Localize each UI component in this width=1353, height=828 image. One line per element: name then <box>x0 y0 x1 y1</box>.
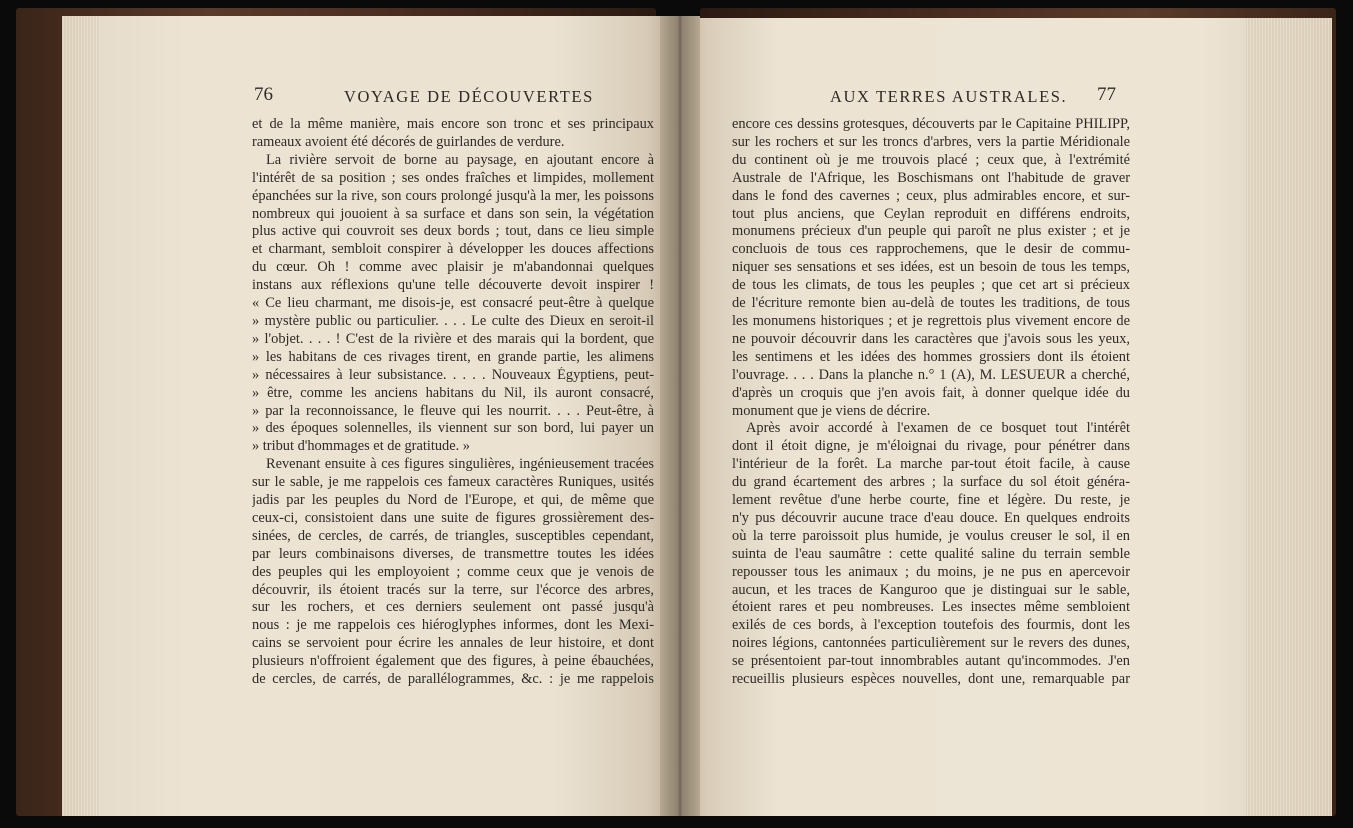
text-line: » mystère public ou particulier. . . . Le culte des Dieux en seroit-il <box>252 312 654 329</box>
text-line: » être, comme les anciens habitans du Nil, ils auront consacré, <box>252 384 654 401</box>
text-line: jadis par les peuples du Nord de l'Europe, et qui, de même que <box>252 492 654 509</box>
text-line: ceux-ci, consistoient dans une suite de figures grossièrement des- <box>252 509 654 526</box>
text-line: l'intérêt de sa position ; ses ondes fraîches et limpides, mollement <box>252 169 654 186</box>
text-line: » tribut d'hommages et de gratitude. » <box>252 438 471 455</box>
text-line: » par la reconnoissance, le fleuve qui les nourrit. . . . Peut-être, à <box>252 402 654 419</box>
text-line: du continent où je me trouvois placé ; ceux que, à l'extrémité <box>732 151 1130 168</box>
text-line: de l'écriture remonte bien au-delà de toutes les traditions, de tous <box>732 295 1130 312</box>
text-line: encore ces dessins grotesques, découverts par le Capitaine PHILIPP, <box>732 116 1130 132</box>
text-line: des peuples qui les employoient ; comme ceux que je venois de <box>252 563 654 580</box>
text-line: de tous les climats, de tous les peuples ; que cet art si précieux <box>732 277 1130 294</box>
text-line: dont il étoit digne, je m'éloignai du rivage, pour pénétrer dans <box>732 438 1130 455</box>
text-line: se présentoient par-tout innombrables autant qu'incommodes. J'en <box>732 653 1130 670</box>
text-line: » des époques solennelles, ils viennent sur son bord, lui payer un <box>252 420 654 437</box>
text-line: nombreux qui jouoient à sa surface et dans son sein, la végétation <box>252 205 654 222</box>
text-line: épanchées sur la rive, son cours prolongé jusqu'à la mer, les poissons <box>252 187 654 204</box>
text-line: sinées, de cercles, de carrés, de triangles, susceptibles cependant, <box>252 527 654 544</box>
text-line: découvrir, ils étoient tracés sur la terre, sur l'écorce des arbres, <box>252 581 654 598</box>
text-line: recueillis plusieurs espèces nouvelles, dont une, remarquable par <box>732 671 1130 688</box>
text-line: l'ouvrage. . . . Dans la planche n.° 1 (A), M. LESUEUR a cherché, <box>732 366 1130 383</box>
text-line: Revenant ensuite à ces figures singulières, ingénieusement tracées <box>266 456 654 473</box>
text-line: les sentimens et les idées des hommes grossiers dont ils étoient <box>732 348 1130 365</box>
text-line: niquer ses sensations et ses idées, est un besoin de tous les temps, <box>732 259 1130 276</box>
text-line: exilés de ces bords, à l'exception toutefois des fourmis, dont les <box>732 617 1130 634</box>
left-running-head: VOYAGE DE DÉCOUVERTES <box>344 87 594 106</box>
right-page-body <box>732 116 1130 689</box>
text-line: Australe de l'Afrique, les Boschismans ont l'habitude de graver <box>732 169 1130 186</box>
text-line: plus active qui couvroit ses deux bords ; tout, dans ce lieu simple <box>252 223 654 240</box>
text-line: de cercles, de carrés, de parallélogrammes, &c. : je me rappelois <box>252 671 654 688</box>
text-line: La rivière servoit de borne au paysage, en ajoutant encore à <box>266 151 654 168</box>
right-page-number: 77 <box>1097 84 1116 105</box>
text-line: aucun, et les traces de Kanguroo que je distinguai sur le sable, <box>732 581 1130 598</box>
text-line: d'après un croquis que j'en avois fait, à donner quelque idée du <box>732 384 1130 401</box>
text-line: sur les rochers, et ces derniers seulement ont passé jusqu'à <box>252 599 654 616</box>
text-line: où la terre paroissoit plus humide, je voulus creuser le sol, il en <box>732 527 1130 544</box>
text-line: nous : je me rappelois ces hiéroglyphes informes, dont les Mexi- <box>252 617 654 634</box>
text-line: plusieurs n'offroient également que des figures, à peine ébauchées, <box>252 653 654 670</box>
text-line: et de la même manière, mais encore son tronc et ses principaux <box>252 116 654 132</box>
text-line: lement revêtue d'une herbe courte, fine et légère. Du reste, je <box>732 492 1130 509</box>
text-line: du cœur. Oh ! comme avec plaisir je m'abandonnai quelques <box>252 259 654 276</box>
text-line: instans aux réflexions qu'une telle découverte devoit inspirer ! <box>252 277 654 294</box>
text-line: cains se servoient pour écrire les annales de leur histoire, et dont <box>252 635 654 652</box>
text-line: » nécessaires à leur subsistance. . . . . Nouveaux Égyptiens, peut- <box>252 366 654 383</box>
text-line: dans le fond des cavernes ; ceux, plus admirables encore, et sur- <box>732 187 1130 204</box>
book-gutter <box>660 16 700 816</box>
text-line: » les habitans de ces rivages tirent, en grande partie, les alimens <box>252 348 654 365</box>
text-line: rameaux avoient été décorés de guirlandes de verdure. <box>252 133 565 150</box>
text-line: n'y pus découvrir aucune trace d'eau douce. En quelques endroits <box>732 509 1130 526</box>
text-line: repousser tous les animaux ; du moins, je ne pus en apercevoir <box>732 563 1130 580</box>
text-line: monumens précieux d'un peuple qui paroît ne plus exister ; et je <box>732 223 1130 240</box>
text-line: étoient rares et peu nombreuses. Les insectes même sembloient <box>732 599 1130 616</box>
right-running-head: AUX TERRES AUSTRALES. <box>830 87 1068 106</box>
text-line: sur les rochers et sur les troncs d'arbres, vers la partie Méridionale <box>732 133 1130 150</box>
left-page-number: 76 <box>254 84 273 105</box>
text-line: » l'objet. . . . ! C'est de la rivière et des marais qui la bordent, que <box>252 330 654 347</box>
text-line: noires légions, cantonnées particulièrement sur le revers des dunes, <box>732 635 1130 652</box>
text-line: « Ce lieu charmant, me disois-je, est consacré peut-être à quelque <box>252 295 654 312</box>
text-line: l'intérieur de la forêt. La marche par-tout étoit facile, à cause <box>732 456 1130 473</box>
text-line: suinta de l'eau saumâtre : cette qualité saline du terrain semble <box>732 545 1130 562</box>
text-line: les monumens historiques ; et je regrettois plus vivement encore de <box>732 312 1130 329</box>
text-line: tout plus anciens, que Ceylan reproduit en différens endroits, <box>732 205 1130 222</box>
text-line: concluois de tous ces rapprochemens, que le desir de commu- <box>732 241 1130 258</box>
left-page-body <box>252 116 654 689</box>
text-line: Après avoir accordé à l'examen de ce bosquet tout l'intérêt <box>746 420 1130 437</box>
text-line: monument que je viens de décrire. <box>732 402 931 419</box>
text-line: sur le sable, je me rappelois ces fameux caractères Runiques, usités <box>252 474 654 491</box>
text-line: par leurs combinaisons diverses, de transmettre toutes les idées <box>252 545 654 562</box>
text-line: du grand écartement des arbres ; la surface du sol étoit généra- <box>732 474 1130 491</box>
text-line: et charmant, sembloit conspirer à développer les douces affections <box>252 241 654 258</box>
text-line: ne pouvoir découvrir dans les caractères que j'avois sous les yeux, <box>732 330 1130 347</box>
